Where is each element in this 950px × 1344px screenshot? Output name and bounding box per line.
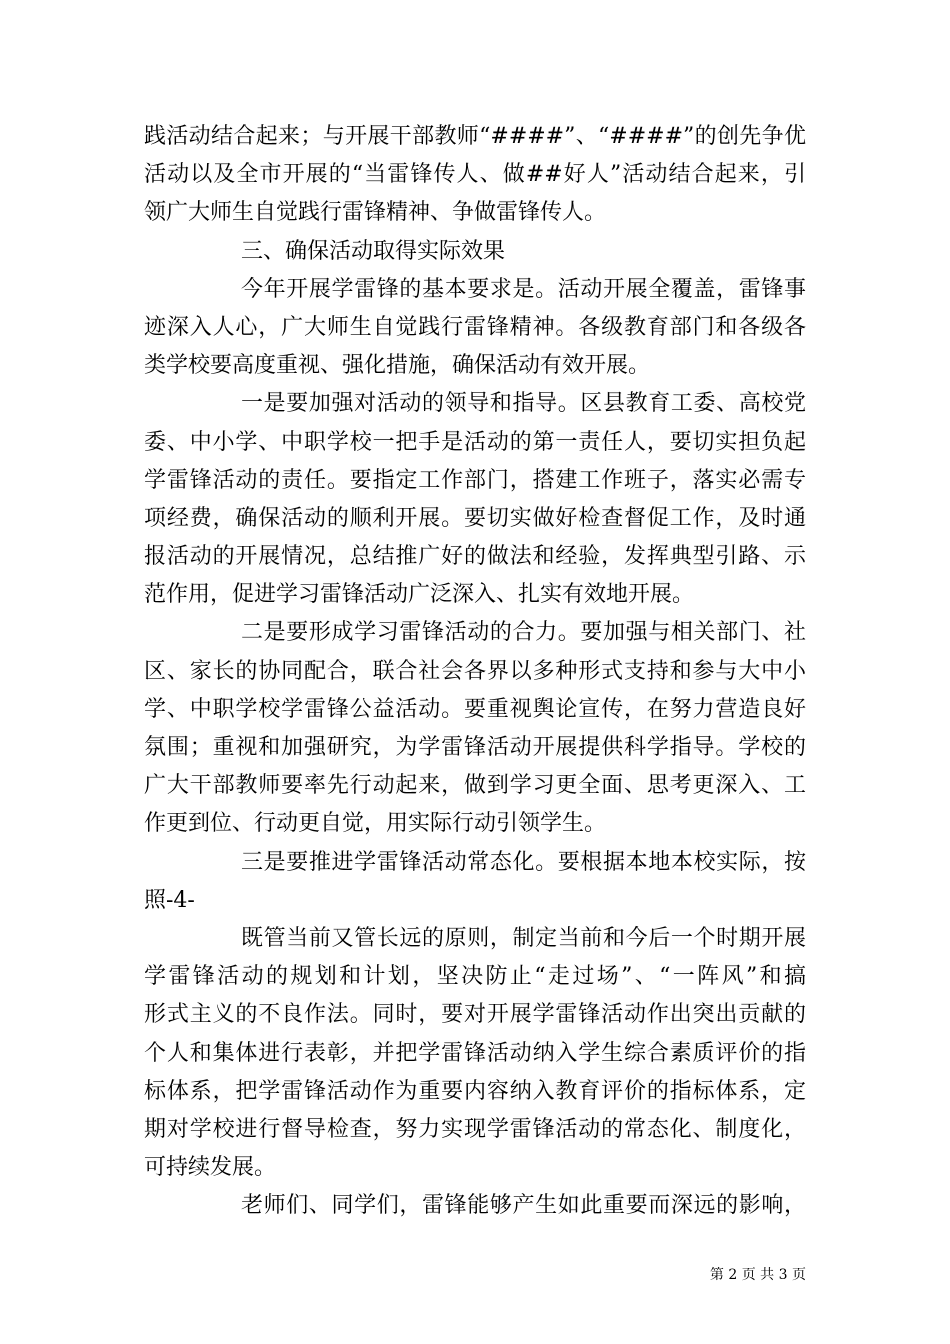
text-line: 活动以及全市开展的“当雷锋传人、做##好人”活动结合起来，引	[144, 162, 806, 188]
text-line: 类学校要高度重视、强化措施，确保活动有效开展。	[144, 353, 651, 379]
document-body	[144, 118, 806, 1225]
text-line: 氛围；重视和加强研究，为学雷锋活动开展提供科学指导。学校的	[144, 735, 806, 760]
text-line: 报活动的开展情况，总结推广好的做法和经验，发挥典型引路、示	[144, 544, 806, 570]
page-footer: 第 2 页 共 3 页	[709, 1267, 806, 1283]
text-line: 学雷锋活动的规划和计划，坚决防止“走过场”、“一阵风”和搞	[144, 964, 806, 990]
text-line: 今年开展学雷锋的基本要求是。活动开展全覆盖，雷锋事	[241, 276, 806, 302]
text-line: 项经费，确保活动的顺利开展。要切实做好检查督促工作，及时通	[144, 505, 806, 531]
text-line: 学雷锋活动的责任。要指定工作部门，搭建工作班子，落实必需专	[144, 467, 806, 493]
text-line: 作更到位、行动更自觉，用实际行动引领学生。	[144, 811, 607, 837]
text-line: 标体系，把学雷锋活动作为重要内容纳入教育评价的指标体系，定	[144, 1078, 806, 1104]
text-line: 委、中小学、中职学校一把手是活动的第一责任人，要切实担负起	[144, 429, 806, 455]
text-line: 可持续发展。	[144, 1155, 277, 1181]
text-line: 迹深入人心，广大师生自觉践行雷锋精神。各级教育部门和各级各	[144, 314, 806, 340]
text-line: 二是要形成学习雷锋活动的合力。要加强与相关部门、社	[241, 620, 806, 646]
text-line: 践活动结合起来；与开展干部教师“####”、“####”的创先争优	[144, 124, 806, 149]
text-line: 广大干部教师要率先行动起来，做到学习更全面、思考更深入、工	[144, 773, 806, 799]
text-line: 形式主义的不良作法。同时，要对开展学雷锋活动作出突出贡献的	[144, 1002, 806, 1028]
text-line: 领广大师生自觉践行雷锋精神、争做雷锋传人。	[144, 200, 607, 226]
text-line: 三、确保活动取得实际效果	[241, 238, 506, 264]
text-line: 个人和集体进行表彰，并把学雷锋活动纳入学生综合素质评价的指	[144, 1040, 806, 1066]
text-line: 老师们、同学们，雷锋能够产生如此重要而深远的影响，	[241, 1193, 806, 1219]
text-line: 照-4-	[144, 887, 195, 913]
text-line: 既管当前又管长远的原则，制定当前和今后一个时期开展	[241, 925, 806, 951]
text-line: 期对学校进行督导检查，努力实现学雷锋活动的常态化、制度化，	[144, 1116, 806, 1142]
text-line: 范作用，促进学习雷锋活动广泛深入、扎实有效地开展。	[144, 582, 695, 608]
text-line: 一是要加强对活动的领导和指导。区县教育工委、高校党	[241, 391, 806, 417]
text-line: 区、家长的协同配合，联合社会各界以多种形式支持和参与大中小	[144, 658, 806, 684]
text-line: 三是要推进学雷锋活动常态化。要根据本地本校实际，按	[241, 849, 806, 875]
text-line: 学、中职学校学雷锋公益活动。要重视舆论宣传，在努力营造良好	[144, 696, 806, 722]
